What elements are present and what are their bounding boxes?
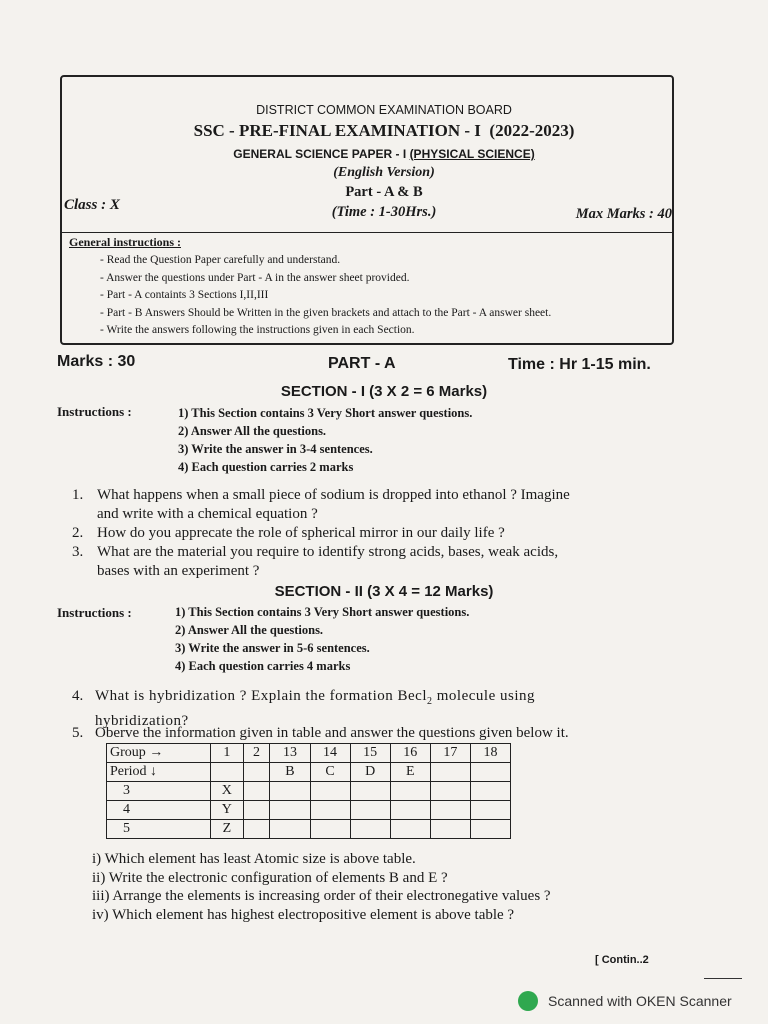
table-cell: 1: [211, 744, 244, 763]
part-a-marks: Marks : 30: [57, 353, 136, 370]
question-5: Oberve the information given in table and answer the questions given below it.: [95, 725, 569, 741]
table-cell: [470, 782, 510, 801]
sub-questions: [92, 850, 551, 924]
header-divider: [62, 232, 672, 233]
table-cell: 17: [430, 744, 470, 763]
table-cell: [470, 801, 510, 820]
scanner-logo-icon: [518, 991, 538, 1011]
table-cell: Z: [211, 820, 244, 839]
table-cell: [310, 820, 350, 839]
table-cell: [243, 820, 270, 839]
section-2-instructions: [175, 603, 469, 675]
scanner-text: Scanned with OKEN Scanner: [548, 993, 732, 1009]
list-item: 1) This Section contains 3 Very Short answer questions.: [178, 406, 473, 420]
table-cell: [430, 763, 470, 782]
section-1-title: SECTION - I (3 X 2 = 6 Marks): [280, 383, 488, 400]
table-cell: 4: [107, 801, 211, 820]
table-cell: [430, 782, 470, 801]
table-cell: [270, 801, 310, 820]
table-cell: 2: [243, 744, 270, 763]
question-5-number: 5.: [72, 725, 84, 741]
table-cell: [430, 820, 470, 839]
table-cell: B: [270, 763, 310, 782]
question-1-number: 1.: [72, 487, 84, 503]
list-item: 2) Answer All the questions.: [175, 623, 324, 637]
table-cell: [390, 801, 430, 820]
list-item: - Write the answers following the instructions given in each Section.: [100, 324, 415, 336]
section-1-instructions: [178, 404, 472, 476]
table-cell: [470, 763, 510, 782]
table-cell: [243, 782, 270, 801]
list-item: - Part - B Answers Should be Written in the given brackets and attach to the Part - A answer sheet.: [100, 306, 552, 319]
table-cell: [350, 801, 390, 820]
time-label: (Time : 1-30Hrs.): [331, 204, 437, 220]
list-item: ii) Write the electronic configuration of elements B and E ?: [92, 869, 448, 886]
table-cell: [270, 782, 310, 801]
table-cell: [350, 782, 390, 801]
table-row: [107, 782, 511, 801]
board-name: DISTRICT COMMON EXAMINATION BOARD: [256, 103, 512, 117]
table-cell: C: [310, 763, 350, 782]
table-cell: [470, 820, 510, 839]
table-cell: [310, 782, 350, 801]
scanner-watermark: [518, 991, 732, 1011]
table-cell: D: [350, 763, 390, 782]
list-item: - Answer the questions under Part - A in the answer sheet provided.: [100, 271, 410, 284]
max-marks-label: Max Marks : 40: [575, 206, 672, 222]
general-instructions-title: General instructions :: [69, 235, 181, 249]
list-item: 4) Each question carries 4 marks: [175, 659, 351, 673]
class-label: Class : X: [64, 197, 120, 213]
table-cell: Y: [211, 801, 244, 820]
table-cell: [390, 820, 430, 839]
table-cell: 16: [390, 744, 430, 763]
table-row: [107, 744, 511, 763]
section-2-instructions-label: Instructions :: [57, 605, 132, 620]
table-cell: 14: [310, 744, 350, 763]
table-cell: [243, 801, 270, 820]
table-cell: 15: [350, 744, 390, 763]
table-cell: [350, 820, 390, 839]
table-row: [107, 820, 511, 839]
footer-rule: [704, 978, 742, 979]
exam-title: SSC - PRE-FINAL EXAMINATION - I (2022-2023): [193, 121, 575, 140]
periodic-table: [106, 743, 511, 839]
paper-title: GENERAL SCIENCE PAPER - I (PHYSICAL SCIENCE): [233, 147, 535, 161]
table-cell: E: [390, 763, 430, 782]
list-item: iv) Which element has highest electropositive element is above table ?: [92, 906, 515, 923]
version-label: (English Version): [333, 165, 435, 180]
list-item: 1) This Section contains 3 Very Short answer questions.: [175, 605, 470, 619]
table-cell: Group →: [107, 744, 211, 763]
table-cell: [310, 801, 350, 820]
table-cell: [211, 763, 244, 782]
list-item: 3) Write the answer in 3-4 sentences.: [178, 442, 373, 456]
section-1-instructions-label: Instructions :: [57, 404, 132, 419]
parts-label: Part - A & B: [345, 184, 423, 200]
table-cell: [243, 763, 270, 782]
table-cell: [390, 782, 430, 801]
table-cell: 3: [107, 782, 211, 801]
section-2-title: SECTION - II (3 X 4 = 12 Marks): [274, 583, 494, 600]
list-item: 4) Each question carries 2 marks: [178, 460, 354, 474]
table-cell: 18: [470, 744, 510, 763]
part-a-title: PART - A: [328, 355, 396, 372]
list-item: i) Which element has least Atomic size is above table.: [92, 851, 416, 867]
table-cell: [430, 801, 470, 820]
question-3-number: 3.: [72, 544, 84, 560]
table-cell: X: [211, 782, 244, 801]
list-item: iii) Arrange the elements is increasing order of their electronegative values ?: [92, 888, 551, 904]
question-2: How do you apprecate the role of spherical mirror in our daily life ?: [97, 525, 505, 541]
list-item: - Part - A containts 3 Sections I,II,III: [100, 289, 269, 301]
list-item: - Read the Question Paper carefully and understand.: [100, 254, 341, 266]
table-cell: 13: [270, 744, 310, 763]
table-row: [107, 801, 511, 820]
question-1: What happens when a small piece of sodium is dropped into ethanol ? Imagine and write with a chemical equation ?: [97, 487, 570, 522]
question-4: What is hybridization ? Explain the formation Becl$_2$ molecule using hybridization?: [95, 688, 535, 729]
table-cell: 5: [107, 820, 211, 839]
question-2-number: 2.: [72, 525, 84, 541]
table-cell: Period ↓: [107, 763, 211, 782]
list-item: 3) Write the answer in 5-6 sentences.: [175, 641, 370, 655]
list-item: 2) Answer All the questions.: [178, 424, 327, 438]
table-cell: [270, 820, 310, 839]
question-3: What are the material you require to identify strong acids, bases, weak acids, bases with an experiment ?: [97, 544, 559, 579]
question-4-number: 4.: [72, 688, 84, 704]
part-a-time: Time : Hr 1-15 min.: [508, 356, 651, 373]
continued-note: [ Contin..2: [595, 954, 649, 966]
table-row: [107, 763, 511, 782]
general-instructions-list: [100, 252, 551, 340]
